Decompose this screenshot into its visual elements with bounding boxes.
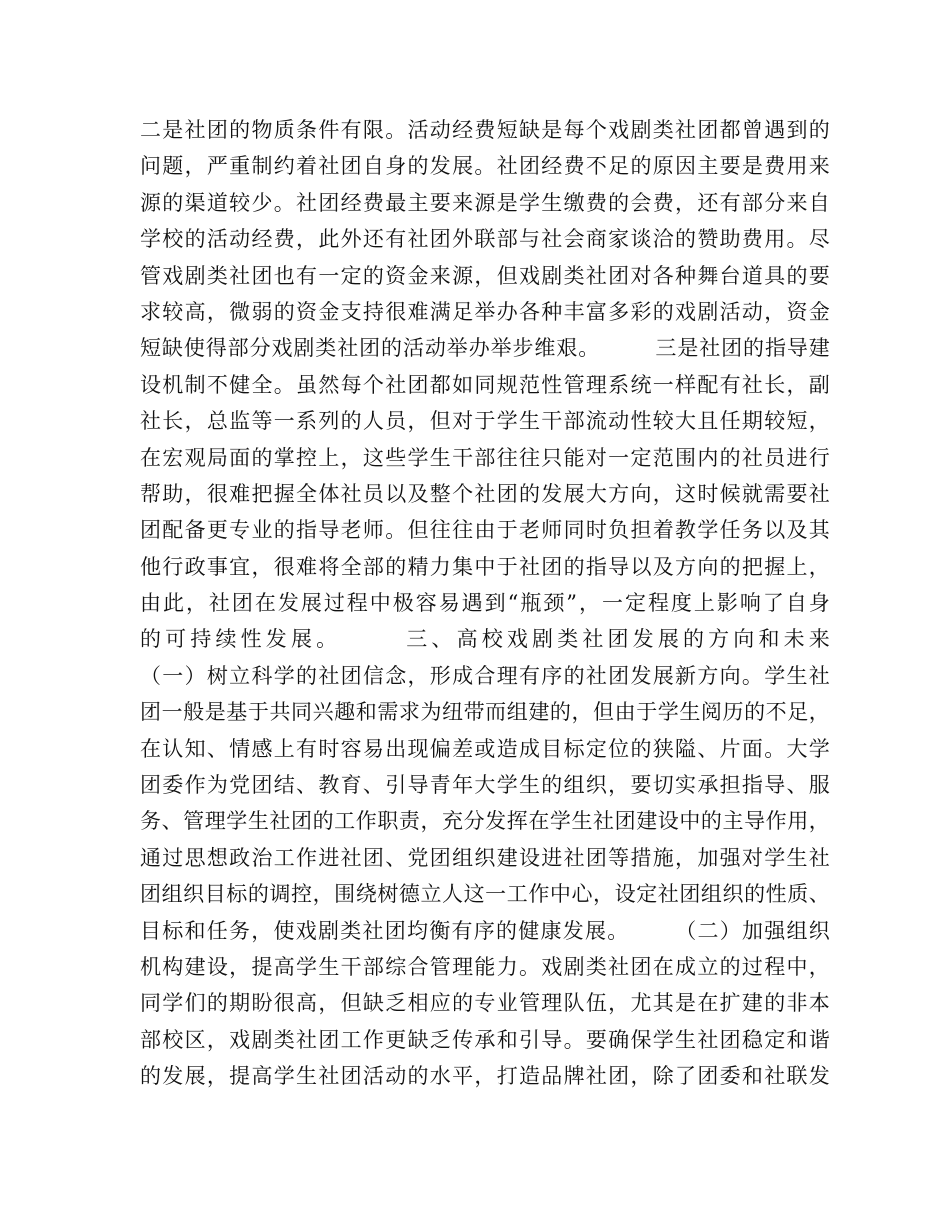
text-line: 团配备更专业的指导老师。但往往由于老师同时负担着教学任务以及其 bbox=[140, 518, 830, 543]
text-line: 在认知、情感上有时容易出现偏差或造成目标定位的狭隘、片面。大学 bbox=[140, 736, 830, 761]
text-line: 他行政事宜，很难将全部的精力集中于社团的指导以及方向的把握上， bbox=[140, 554, 830, 579]
text-line: 部校区，戏剧类社团工作更缺乏传承和引导。要确保学生社团稳定和谐 bbox=[140, 1027, 830, 1052]
text-line: （一）树立科学的社团信念，形成合理有序的社团发展新方向。学生社 bbox=[140, 663, 830, 688]
text-line: 由此，社团在发展过程中极容易遇到“瓶颈”，一定程度上影响了自身 bbox=[140, 591, 830, 616]
text-line: 社长，总监等一系列的人员，但对于学生干部流动性较大且任期较短， bbox=[140, 409, 830, 434]
text-line: 在宏观局面的掌控上，这些学生干部往往只能对一定范围内的社员进行 bbox=[140, 445, 830, 470]
text-line: 团委作为党团结、教育、引导青年大学生的组织，要切实承担指导、服 bbox=[140, 773, 830, 798]
text-line: 学校的活动经费，此外还有社团外联部与社会商家谈洽的赞助费用。尽 bbox=[140, 227, 830, 252]
text-line: 源的渠道较少。社团经费最主要来源是学生缴费的会费，还有部分来自 bbox=[140, 190, 830, 215]
text-line: 设机制不健全。虽然每个社团都如同规范性管理系统一样配有社长，副 bbox=[140, 372, 830, 397]
text-line: 同学们的期盼很高，但缺乏相应的专业管理队伍，尤其是在扩建的非本 bbox=[140, 991, 830, 1016]
text-line: 机构建设，提高学生干部综合管理能力。戏剧类社团在成立的过程中， bbox=[140, 954, 830, 979]
text-line: 二是社团的物质条件有限。活动经费短缺是每个戏剧类社团都曾遇到的 bbox=[140, 118, 830, 142]
text-line: 管戏剧类社团也有一定的资金来源，但戏剧类社团对各种舞台道具的要 bbox=[140, 263, 830, 288]
text-line: 通过思想政治工作进社团、党团组织建设进社团等措施，加强对学生社 bbox=[140, 845, 830, 870]
text-line: 的可持续性发展。 三、高校戏剧类社团发展的方向和未来 bbox=[140, 627, 830, 652]
text-line: 团一般是基于共同兴趣和需求为纽带而组建的，但由于学生阅历的不足， bbox=[140, 700, 830, 725]
text-line: 问题，严重制约着社团自身的发展。社团经费不足的原因主要是费用来 bbox=[140, 154, 830, 179]
text-line: 务、管理学生社团的工作职责，充分发挥在学生社团建设中的主导作用， bbox=[140, 809, 830, 834]
text-line: 短缺使得部分戏剧类社团的活动举办举步维艰。 三是社团的指导建 bbox=[140, 336, 830, 361]
text-line: 目标和任务，使戏剧类社团均衡有序的健康发展。 （二）加强组织 bbox=[140, 918, 830, 943]
text-line: 求较高，微弱的资金支持很难满足举办各种丰富多彩的戏剧活动，资金 bbox=[140, 299, 830, 324]
text-line: 团组织目标的调控，围绕树德立人这一工作中心，设定社团组织的性质、 bbox=[140, 882, 830, 907]
text-line: 帮助，很难把握全体社员以及整个社团的发展大方向，这时候就需要社 bbox=[140, 481, 830, 506]
text-line: 的发展，提高学生社团活动的水平，打造品牌社团，除了团委和社联发 bbox=[140, 1064, 830, 1089]
body-text bbox=[140, 112, 830, 1095]
